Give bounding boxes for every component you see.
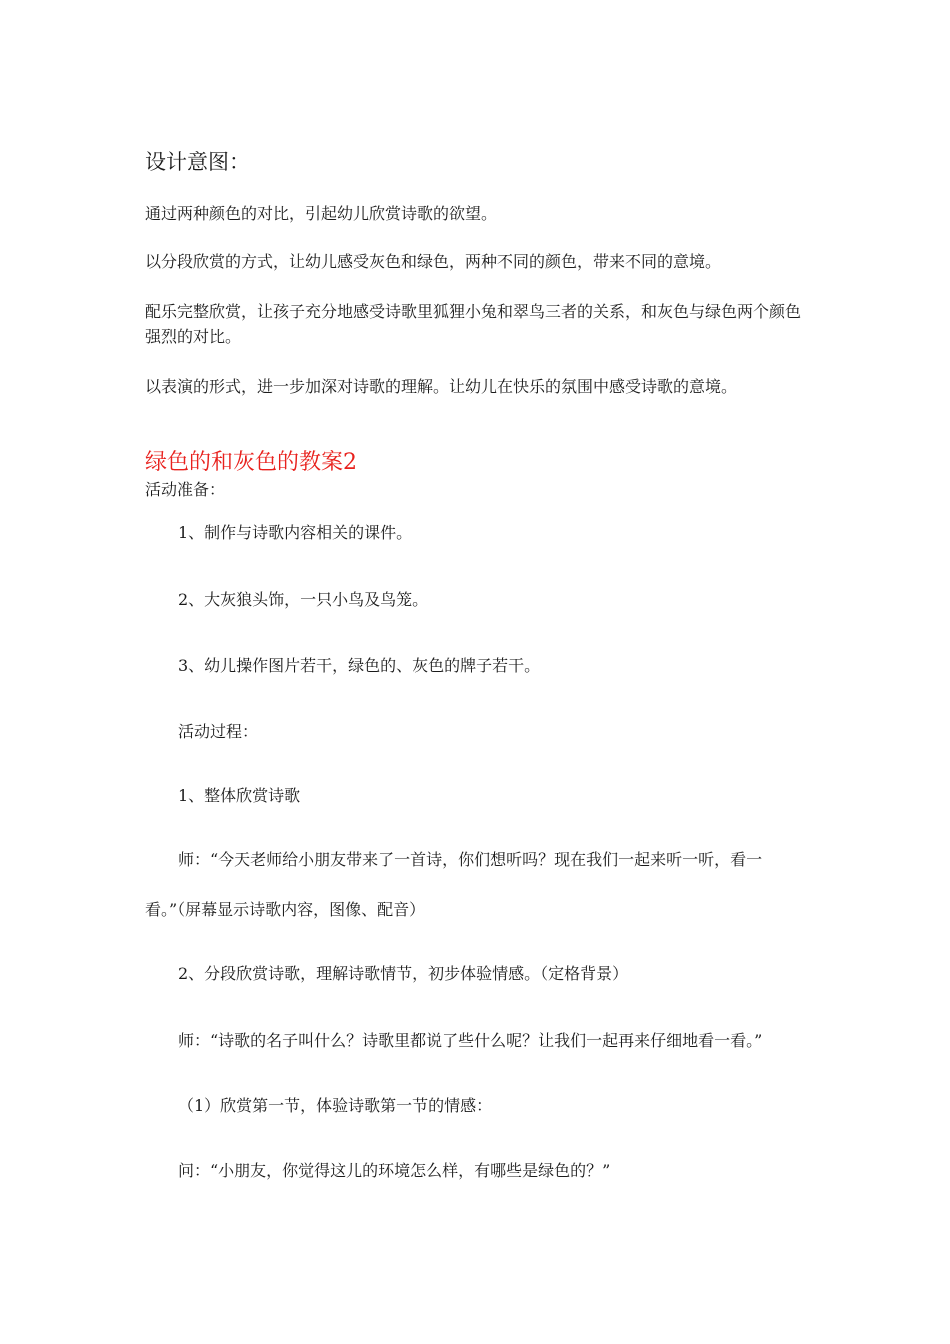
lesson-title: 绿色的和灰色的教案2	[145, 450, 357, 475]
process-label: 活动过程：	[178, 722, 259, 741]
teacher-line-1b: 看。”（屏幕显示诗歌内容，图像、配音）	[145, 900, 426, 919]
prep-item-1: 1、制作与诗歌内容相关的课件。	[178, 523, 413, 542]
intent-heading: 设计意图：	[145, 150, 250, 174]
intent-paragraph-4: 以表演的形式，进一步加深对诗歌的理解。让幼儿在快乐的氛围中感受诗歌的意境。	[145, 377, 738, 396]
step-1: 1、整体欣赏诗歌	[178, 786, 301, 805]
intent-paragraph-3: 配乐完整欣赏，让孩子充分地感受诗歌里狐狸小兔和翠鸟三者的关系，和灰色与绿色两个颜色强烈的对比。	[145, 302, 802, 346]
intent-paragraph-2: 以分段欣赏的方式，让幼儿感受灰色和绿色，两种不同的颜色，带来不同的意境。	[145, 252, 722, 271]
step-2: 2、分段欣赏诗歌，理解诗歌情节，初步体验情感。（定格背景）	[178, 964, 629, 983]
teacher-line-1a: 师：“今天老师给小朋友带来了一首诗，你们想听吗？现在我们一起来听一听，看一	[178, 850, 763, 869]
prep-label: 活动准备：	[145, 480, 226, 499]
prep-item-3: 3、幼儿操作图片若干，绿色的、灰色的牌子若干。	[178, 656, 541, 675]
question-line: 问：“小朋友，你觉得这儿的环境怎么样，有哪些是绿色的？”	[178, 1161, 611, 1180]
sub-step-1: （1）欣赏第一节，体验诗歌第一节的情感：	[178, 1096, 493, 1115]
teacher-line-2: 师：“诗歌的名子叫什么？诗歌里都说了些什么呢？让我们一起再来仔细地看一看。”	[178, 1031, 763, 1050]
prep-item-2: 2、大灰狼头饰，一只小鸟及鸟笼。	[178, 590, 429, 609]
intent-paragraph-1: 通过两种颜色的对比，引起幼儿欣赏诗歌的欲望。	[145, 204, 498, 223]
